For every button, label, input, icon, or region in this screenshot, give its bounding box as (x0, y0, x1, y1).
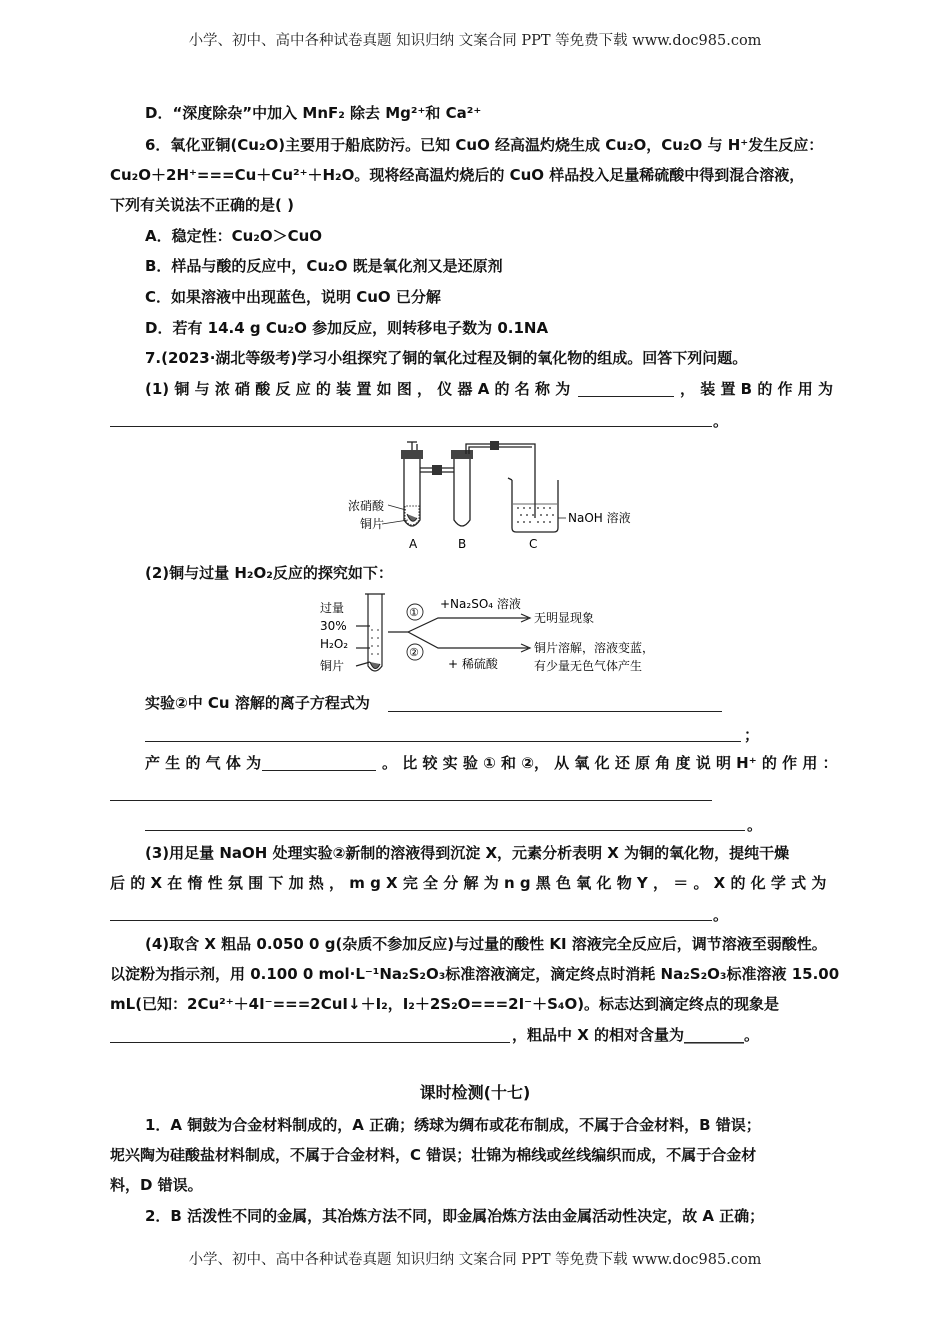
q7-part4-line3: mL(已知：2Cu²⁺＋4I⁻===2CuI↓＋I₂，I₂＋2S₂O===2I⁻＋S₄O)。标志达到滴定终点的现象是 (110, 995, 780, 1013)
answer-blank[interactable] (110, 426, 712, 427)
page-footer: 小学、初中、高中各种试卷真题 知识归纳 文案合同 PPT 等免费下载 www.doc985.com (188, 1252, 762, 1268)
period: 。 (747, 816, 763, 834)
label-30pct: 30% (320, 619, 347, 633)
circle-2: ② (409, 646, 419, 659)
apparatus-figure (340, 438, 660, 553)
circle-1: ① (409, 606, 419, 619)
period: 。 (713, 412, 729, 430)
outcome-1: 无明显现象 (534, 611, 595, 625)
q7-part3-line1: (3)用足量 NaOH 处理实验②新制的溶液得到沉淀 X，元素分析表明 X 为铜的氧化物，提纯干燥 (145, 844, 790, 862)
answer-blank[interactable] (578, 396, 674, 397)
test-tube-a (404, 456, 420, 526)
label-h2o2: H₂O₂ (320, 637, 349, 651)
answer-blank[interactable] (262, 770, 376, 771)
q6-stem-line-2: Cu₂O＋2H⁺===Cu＋Cu²⁺＋H₂O。现将经高温灼烧后的 CuO 样品投入足量稀硫酸中得到混合溶液， (110, 166, 805, 184)
section-title: 课时检测(十七) (419, 1083, 531, 1102)
stopper-b (451, 450, 473, 459)
q7-part2-equation: 实验②中 Cu 溶解的离子方程式为 (145, 694, 370, 712)
test-tube-b (454, 456, 470, 526)
answer-blank[interactable] (110, 800, 712, 801)
label-c: C (529, 537, 538, 551)
beaker-c (508, 478, 558, 532)
answer-blank[interactable] (110, 920, 712, 921)
h2o2-experiment-figure (318, 590, 678, 682)
q7-part1-a: (1) 铜 与 浓 硝 酸 反 应 的 装 置 如 图 ， 仪 器 A 的 名 称 为 (145, 380, 571, 398)
q5-option-d: D．“深度除杂”中加入 MnF₂ 除去 Mg²⁺和 Ca²⁺ (145, 104, 482, 122)
reagent-h2so4: + 稀硫酸 (448, 657, 498, 671)
q7-part2: (2)铜与过量 H₂O₂反应的探究如下： (145, 564, 393, 582)
q7-part3-line2: 后 的 X 在 惰 性 氛 围 下 加 热 ， m g X 完 全 分 解 为 n g 黑 色 氧 化 物 Y ， ＝ 。 X 的 化 学 式 为 (110, 874, 827, 892)
answer-blank[interactable] (145, 830, 745, 831)
q6-stem-line-1: 6．氧化亚铜(Cu₂O)主要用于船底防污。已知 CuO 经高温灼烧生成 Cu₂O，Cu₂O 与 H⁺发生反应： (145, 136, 824, 154)
label-copper-sheet: 铜片 (320, 659, 345, 673)
q7-part4-line4: ，粗品中 X 的相对含量为________。 (512, 1026, 760, 1044)
answer-1-line3: 料，D 错误。 (110, 1176, 203, 1194)
stopper-a (401, 450, 423, 459)
q7-part4-line1: (4)取含 X 粗品 0.050 0 g(杂质不参加反应)与过量的酸性 KI 溶液完全反应后，调节溶液至弱酸性。 (145, 935, 827, 953)
q7-part1-b: ， 装 置 B 的 作 用 为 (680, 380, 833, 398)
label-excess: 过量 (320, 601, 345, 615)
reagent-na2so4: +Na₂SO₄ 溶液 (440, 597, 521, 611)
label-copper: 铜片 (360, 517, 385, 531)
label-a: A (409, 537, 418, 551)
page-header: 小学、初中、高中各种试卷真题 知识归纳 文案合同 PPT 等免费下载 www.doc985.com (188, 33, 762, 49)
q6-stem-line-3: 下列有关说法不正确的是( ) (110, 196, 294, 214)
q7-part2-compare: 。 比 较 实 验 ① 和 ②， 从 氧 化 还 原 角 度 说 明 H⁺ 的 作 用 ： (382, 754, 838, 772)
answer-1-line1: 1．A 铜鼓为合金材料制成的，A 正确；绣球为绸布或花布制成，不属于合金材料，B 错误； (145, 1116, 761, 1134)
period: 。 (713, 906, 729, 924)
label-naoh: NaOH 溶液 (568, 511, 631, 525)
label-conc-nitric-acid: 浓硝酸 (348, 499, 385, 513)
answer-2-line1: 2．B 活泼性不同的金属，其冶炼方法不同，即金属冶炼方法由金属活动性决定，故 A 正确； (145, 1207, 765, 1225)
answer-1-line2: 坭兴陶为硅酸盐材料制成，不属于合金材料，C 错误；壮锦为棉线或丝线编织而成，不属于合金材 (110, 1146, 757, 1164)
q7-stem: 7.(2023·湖北等级考)学习小组探究了铜的氧化过程及铜的氧化物的组成。回答下列问题。 (145, 349, 748, 367)
q6-option-d: D．若有 14.4 g Cu₂O 参加反应，则转移电子数为 0.1NA (145, 319, 549, 337)
label-b: B (458, 537, 467, 551)
answer-blank[interactable] (145, 741, 741, 742)
answer-blank[interactable] (110, 1042, 510, 1043)
outcome-2-line2: 有少量无色气体产生 (534, 659, 643, 673)
q6-option-c: C．如果溶液中出现蓝色，说明 CuO 已分解 (145, 288, 441, 306)
q6-option-b: B．样品与酸的反应中，Cu₂O 既是氧化剂又是还原剂 (145, 257, 503, 275)
q7-part2-gas: 产 生 的 气 体 为 (145, 754, 262, 772)
q7-part4-line2: 以淀粉为指示剂，用 0.100 0 mol·L⁻¹Na₂S₂O₃标准溶液滴定，滴定终点时消耗 Na₂S₂O₃标准溶液 15.00 (110, 965, 840, 983)
outcome-2-line1: 铜片溶解，溶液变蓝， (534, 641, 655, 655)
semicolon: ； (744, 726, 760, 744)
answer-blank[interactable] (388, 711, 722, 712)
q6-option-a: A．稳定性：Cu₂O＞CuO (145, 227, 323, 245)
